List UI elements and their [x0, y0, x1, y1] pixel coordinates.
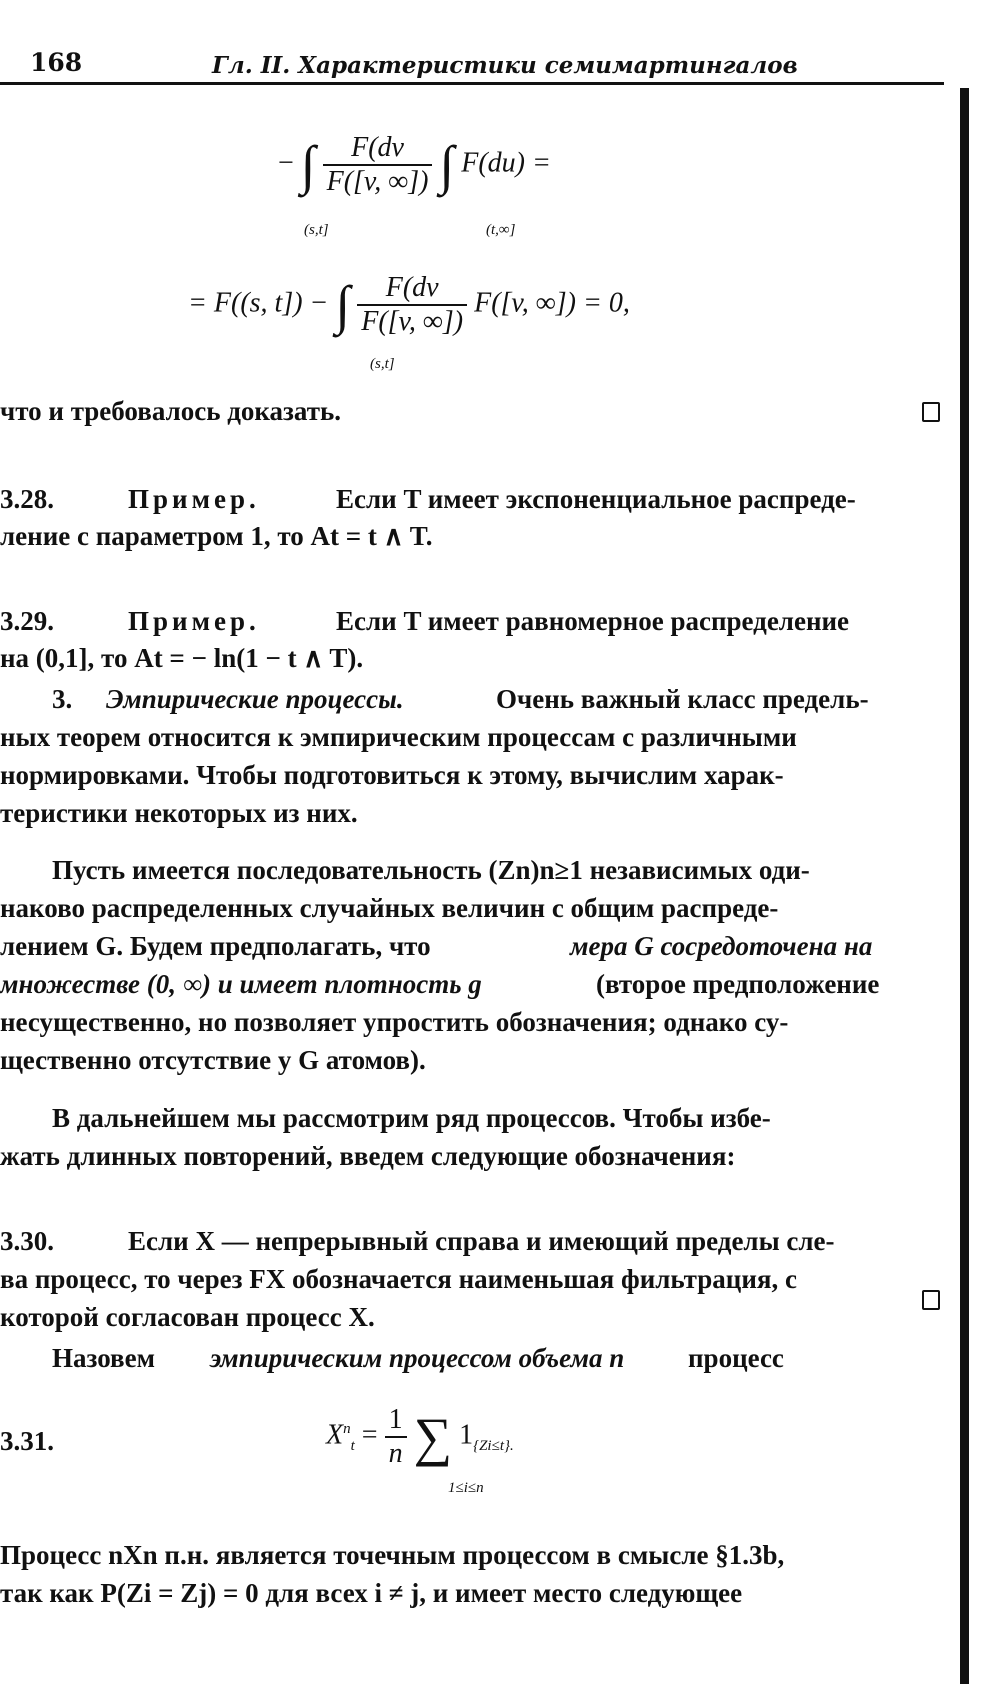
item-number: 3.28.	[0, 484, 54, 514]
paragraph-line: ных теорем относится к эмпирическим процессам с различными	[0, 722, 797, 752]
fraction: $\frac{F(dv}{F([v, \infty])}$	[323, 132, 433, 198]
section-number: 3.	[52, 684, 73, 714]
paragraph-line: теристики некоторых из них.	[0, 798, 358, 828]
example-text: Если T имеет экспоненциальное распреде-	[336, 484, 856, 514]
definition-text: Если X — непрерывный справа и имеющий пределы сле-	[128, 1226, 835, 1256]
proof-end-text: что и требовалось доказать.	[0, 396, 341, 426]
paragraph-line: так как P(Zi = Zj) = 0 для всех i ≠ j, и имеет место следующее	[0, 1578, 743, 1608]
example-text: Если T имеет равномерное распределение	[336, 606, 850, 636]
item-number: 3.31.	[0, 1426, 54, 1456]
paragraph-line: щественно отсутствие у G атомов).	[0, 1045, 426, 1075]
item-number: 3.30.	[0, 1226, 54, 1256]
integral-limits: (s,t]	[370, 356, 395, 372]
item-number: 3.29.	[0, 606, 54, 636]
example-label: Пример.	[128, 606, 260, 636]
paragraph-line: Очень важный класс предель-	[496, 684, 869, 714]
emphasis-text: эмпирическим процессом объема n	[210, 1343, 625, 1373]
integral-sign: ∫	[335, 275, 351, 335]
sum-sign: ∑	[413, 1407, 453, 1467]
paragraph-line: Процесс nXn п.н. является точечным процессом в смысле §1.3b,	[0, 1540, 785, 1570]
paragraph-line: Пусть имеется последовательность (Zn)n≥1 независимых оди-	[52, 855, 810, 885]
integral-sign: ∫	[300, 135, 316, 195]
emphasis-text: мера G сосредоточена на	[570, 931, 873, 961]
page-edge-rule	[960, 88, 969, 1684]
fraction: $\frac{F(dv}{F([v, \infty])}$	[357, 272, 467, 338]
equation-331: $X^n_t$ = $\frac{1}{n}$ ∑ $1_{\{Zi\le t\}.}$	[326, 1404, 514, 1469]
page-number: 168	[30, 48, 83, 77]
fraction: $\frac{1}{n}$	[385, 1404, 407, 1470]
paragraph-line: несущественно, но позволяет упростить обозначения; однако су-	[0, 1007, 789, 1037]
integral-limits: (t,∞]	[486, 222, 516, 238]
running-title: Гл. II. Характеристики семимартингалов	[212, 52, 798, 79]
paragraph-line: (второе предположение	[596, 969, 880, 999]
example-text: на (0,1], то At = − ln(1 − t ∧ T).	[0, 643, 364, 673]
integral-limits: (s,t]	[304, 222, 329, 238]
example-text: ление с параметром 1, то At = t ∧ T.	[0, 521, 433, 551]
qed-box-icon	[922, 402, 940, 422]
qed-box-icon	[922, 1290, 940, 1310]
example-label: Пример.	[128, 484, 260, 514]
sum-limits: 1≤i≤n	[448, 1480, 484, 1496]
equation-1: − ∫ $\frac{F(dv}{F([v, \infty])}$ ∫ F(du) =	[278, 132, 551, 197]
paragraph-line: Назовем	[52, 1343, 155, 1373]
equation-2: = F((s, t]) − ∫ $\frac{F(dv}{F([v, \infty])}$ F([v, ∞]) = 0,	[188, 272, 630, 337]
integral-sign: ∫	[439, 135, 455, 195]
paragraph-line: жать длинных повторений, введем следующие обозначения:	[0, 1141, 736, 1171]
section-title: Эмпирические процессы.	[106, 684, 404, 714]
definition-text: которой согласован процесс X.	[0, 1302, 375, 1332]
definition-text: ва процесс, то через FX обозначается наименьшая фильтрация, с	[0, 1264, 797, 1294]
header-rule	[0, 82, 944, 85]
paragraph-line: наково распределенных случайных величин с общим распреде-	[0, 893, 779, 923]
emphasis-text: множестве (0, ∞) и имеет плотность g	[0, 969, 482, 999]
paragraph-line: лением G. Будем предполагать, что	[0, 931, 431, 961]
paragraph-line: В дальнейшем мы рассмотрим ряд процессов. Чтобы избе-	[52, 1103, 771, 1133]
paragraph-line: нормировками. Чтобы подготовиться к этому, вычислим харак-	[0, 760, 784, 790]
paragraph-line: процесс	[688, 1343, 784, 1373]
